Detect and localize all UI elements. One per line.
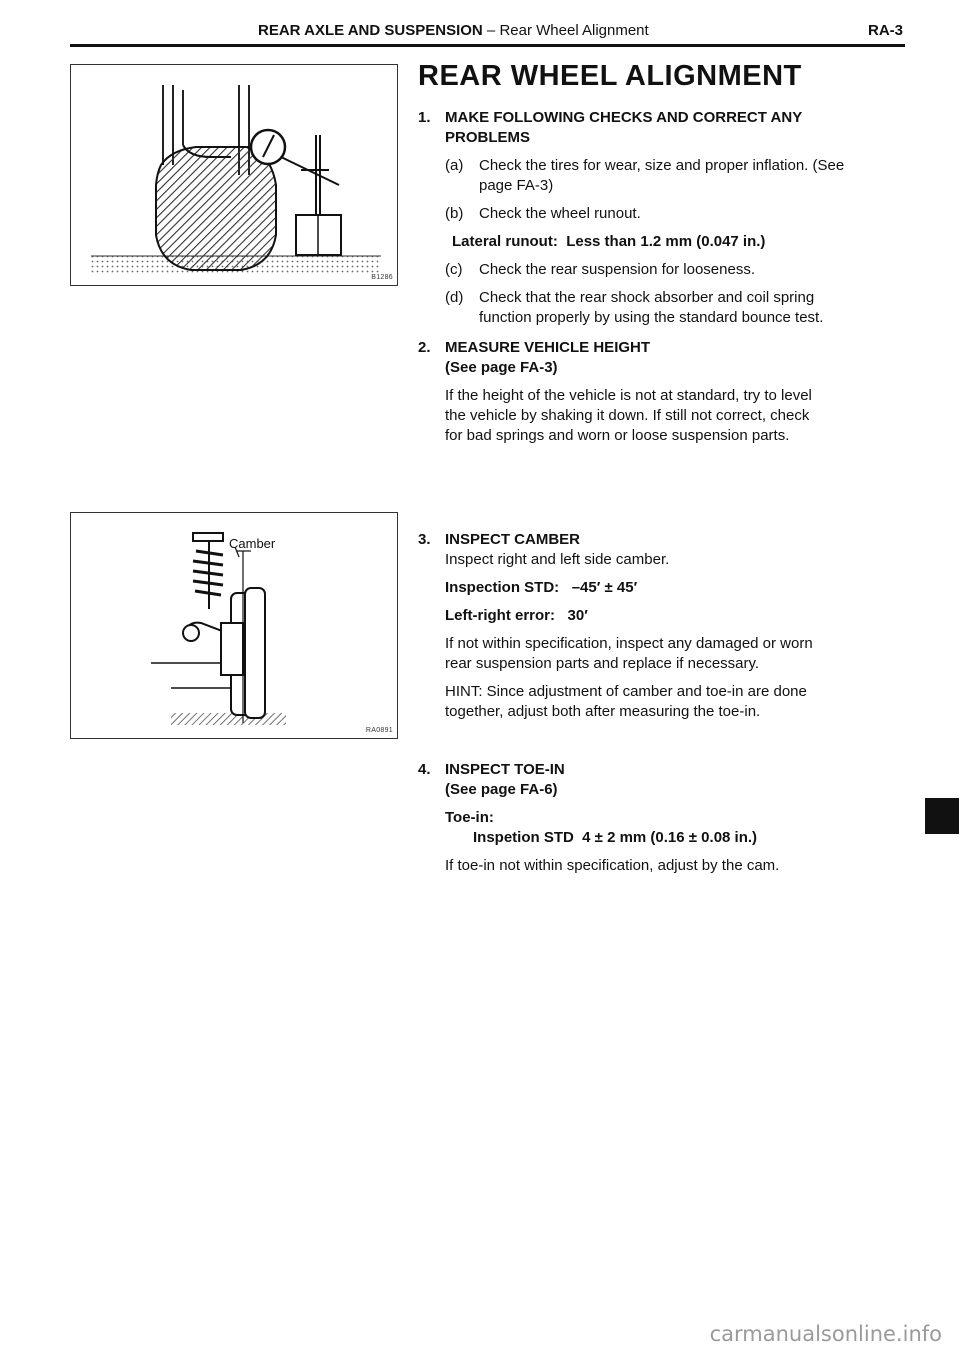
check-item: (b) Check the wheel runout. xyxy=(445,205,641,222)
hint-text: HINT: Since adjustment of camber and toe-in are done together, adjust both after measuring the toe-in. xyxy=(445,683,807,720)
check-item: (d) Check that the rear shock absorber and coil spring function properly by using the standard bounce test. xyxy=(445,289,824,326)
step-1 xyxy=(418,108,908,328)
figure-camber xyxy=(70,512,398,739)
header-title xyxy=(258,22,649,39)
step-heading: INSPECT TOE-IN (See page FA-6) xyxy=(445,761,565,798)
step-3 xyxy=(418,530,908,722)
watermark: carmanualsonline.info xyxy=(709,1322,942,1346)
step-4 xyxy=(418,760,908,876)
figure-code: B1286 xyxy=(371,274,393,281)
step-heading: MEASURE VEHICLE HEIGHT (See page FA-3) xyxy=(445,339,651,376)
step-heading: MAKE FOLLOWING CHECKS AND CORRECT ANY PROBLEMS xyxy=(445,109,803,146)
figure-wheel-runout xyxy=(70,64,398,286)
spec-toe-in-value: Inspetion STD 4 ± 2 mm (0.16 ± 0.08 in.) xyxy=(473,829,758,846)
page-title: REAR WHEEL ALIGNMENT xyxy=(418,60,802,92)
step-number: 3. xyxy=(418,531,431,548)
page-number: RA-3 xyxy=(867,22,903,39)
step-heading: INSPECT CAMBER xyxy=(445,531,581,548)
page-header xyxy=(70,20,905,47)
step-number: 4. xyxy=(418,761,431,778)
step-number: 2. xyxy=(418,339,431,356)
wheel-runout-illustration xyxy=(71,65,397,285)
header-subsection: Rear Wheel Alignment xyxy=(499,22,649,39)
check-item: (c) Check the rear suspension for looseness. xyxy=(445,261,755,278)
spec-left-right-error: Left-right error: 30′ xyxy=(445,607,588,624)
step-number: 1. xyxy=(418,109,431,126)
step-text: If not within specification, inspect any damaged or worn rear suspension parts and replace if necessary. xyxy=(445,635,813,672)
section-tab-marker xyxy=(925,798,959,834)
step-text: Inspect right and left side camber. xyxy=(445,551,670,568)
header-section: REAR AXLE AND SUSPENSION xyxy=(258,22,483,39)
spec-inspection-std: Inspection STD: –45′ ± 45′ xyxy=(445,579,638,596)
step-text: If toe-in not within specification, adjust by the cam. xyxy=(445,857,780,874)
camber-label: Camber xyxy=(229,536,276,551)
step-text: If the height of the vehicle is not at standard, try to level the vehicle by shaking it down. If still not correct, check for bad springs and worn or loose suspension parts. xyxy=(445,387,812,444)
spec-toe-in-label: Toe-in: xyxy=(445,809,494,826)
spec-lateral-runout: Lateral runout: Less than 1.2 mm (0.047 in.) xyxy=(452,233,766,250)
check-item: (a) Check the tires for wear, size and proper inflation. (See page FA-3) xyxy=(445,157,845,194)
step-2 xyxy=(418,338,908,446)
header-separator: – xyxy=(482,22,500,39)
figure-code: RA0891 xyxy=(365,727,393,734)
